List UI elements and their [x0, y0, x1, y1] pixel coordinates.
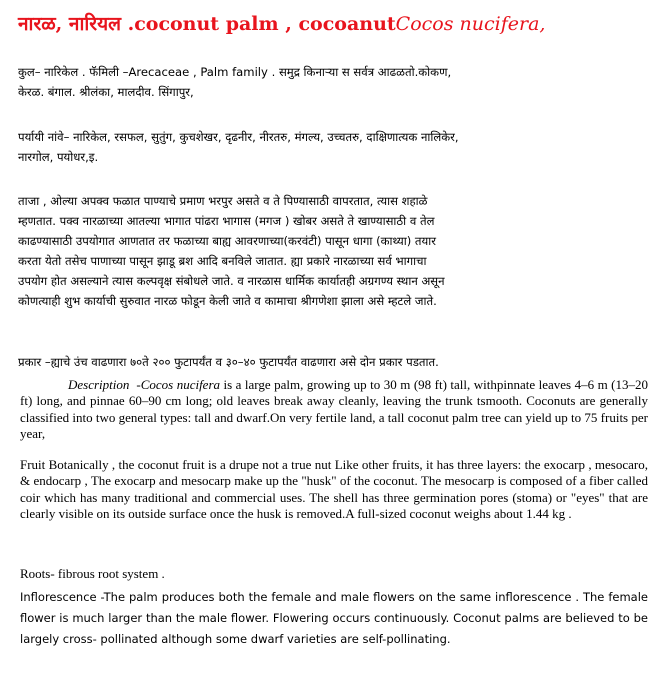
synonyms-line-1: पर्यायी नांवे– नारिकेल, रसफल, सुतुंग, कुचशेखर, दृढनीर, नीरतरु, मंगल्य, उच्चतरु, दाक्षिणात्यक नालिकेर, — [18, 130, 459, 144]
family-line-1: कुल– नारिकेल . फॅमिली –Arecaceae , Palm family . समुद्र किनाऱ्या स सर्वत्र आढळतो.कोकण, — [18, 65, 452, 79]
fruit-paragraph: Fruit Botanically , the coconut fruit is a drupe not a true nut Like other fruits, it has three layers: the exocarp , mesocaro, & endocarp , The exocarp and mesocarp make up the "husk" of the coconut. The mesocarp is composed of a fiber called coir which has many traditional and commercial uses. The shell has three germination pores (stoma) or "eyes" that are clearly visible on its outside surface once the husk is removed.A full-sized coconut weighs about 1.44 kg . — [20, 457, 648, 522]
family-line-2: केरळ. बंगाल. श्रीलंका, मालदीव. सिंगापुर, — [18, 85, 194, 99]
marathi-line-1: ताजा , ओल्या अपक्व फळात पाण्याचे प्रमाण भरपुर असते व ते पिण्यासाठी वापरतात, त्यास शहाळे — [18, 194, 428, 208]
synonyms-paragraph — [18, 127, 650, 167]
title-latin-name: Cocos nucifera, — [395, 13, 546, 35]
marathi-line-5: उपयोग होत असल्याने त्यास कल्पवृक्ष संबोधले जाते. व नारळास धार्मिक कार्यातही अग्रगण्य स्थान असून — [18, 274, 445, 288]
marathi-line-6: कोणत्याही शुभ कार्याची सुरुवात नारळ फोडून केली जाते व कामाचा श्रीगणेशा झाला असे म्हटले जाते. — [18, 294, 437, 308]
types-paragraph — [18, 352, 650, 372]
page-title — [18, 10, 658, 36]
description-text: is a large palm, growing up to 30 m (98 ft) tall, withpinnate leaves 4–6 m (13–20 ft) long, and pinnae 60–90 cm long; old leaves break away cleanly, leaving the trunk tsmooth. Coconuts are generally classified into two general types: tall and dwarf.On very fertile land, a tall coconut palm tree can yield up to 75 fruits per year, — [20, 377, 648, 442]
description-label: Description — [68, 377, 130, 392]
description-latin: -Cocos nucifera — [136, 377, 221, 392]
marathi-paragraph — [18, 191, 650, 311]
marathi-line-4: करता येतो तसेच पाणाच्या पासून झाडू ब्रश आदि बनविले जातात. ह्या प्रकारे नारळाच्या सर्व भागाचा — [18, 254, 427, 268]
synonyms-line-2: नारगोल, पयोधर,इ. — [18, 150, 99, 164]
marathi-line-2: म्हणतात. पक्व नारळाच्या आतल्या भागात पांढरा भागास (मगज ) खोबर असते ते खाण्यासाठी व तेल — [18, 214, 435, 228]
description-paragraph — [20, 377, 648, 443]
title-main: नारळ, नारियल .coconut palm , cocoanut — [18, 13, 396, 35]
roots-line: Roots- fibrous root system . — [20, 566, 165, 581]
marathi-line-3: काढण्यासाठी उपयोगात आणतात तर फळाच्या बाह्य आवरणाच्या(करवंटी) पासून धागा (काथ्या) तयार — [18, 234, 437, 248]
inflorescence-paragraph: Inflorescence -The palm produces both the female and male flowers on the same inflorescence . The female flower is much larger than the male flower. Flowering occurs continuously. Coconut palms are believed to be largely cross- pollinated although some dwarf varieties are self-pollinating. — [20, 590, 648, 646]
family-paragraph — [18, 62, 650, 102]
types-line: प्रकार –ह्याचे उंच वाढणारा ७०ते २०० फुटापर्यंत व ३०–४० फुटापर्यंत वाढणारा असे दोन प्रकार पडतात. — [18, 355, 439, 369]
